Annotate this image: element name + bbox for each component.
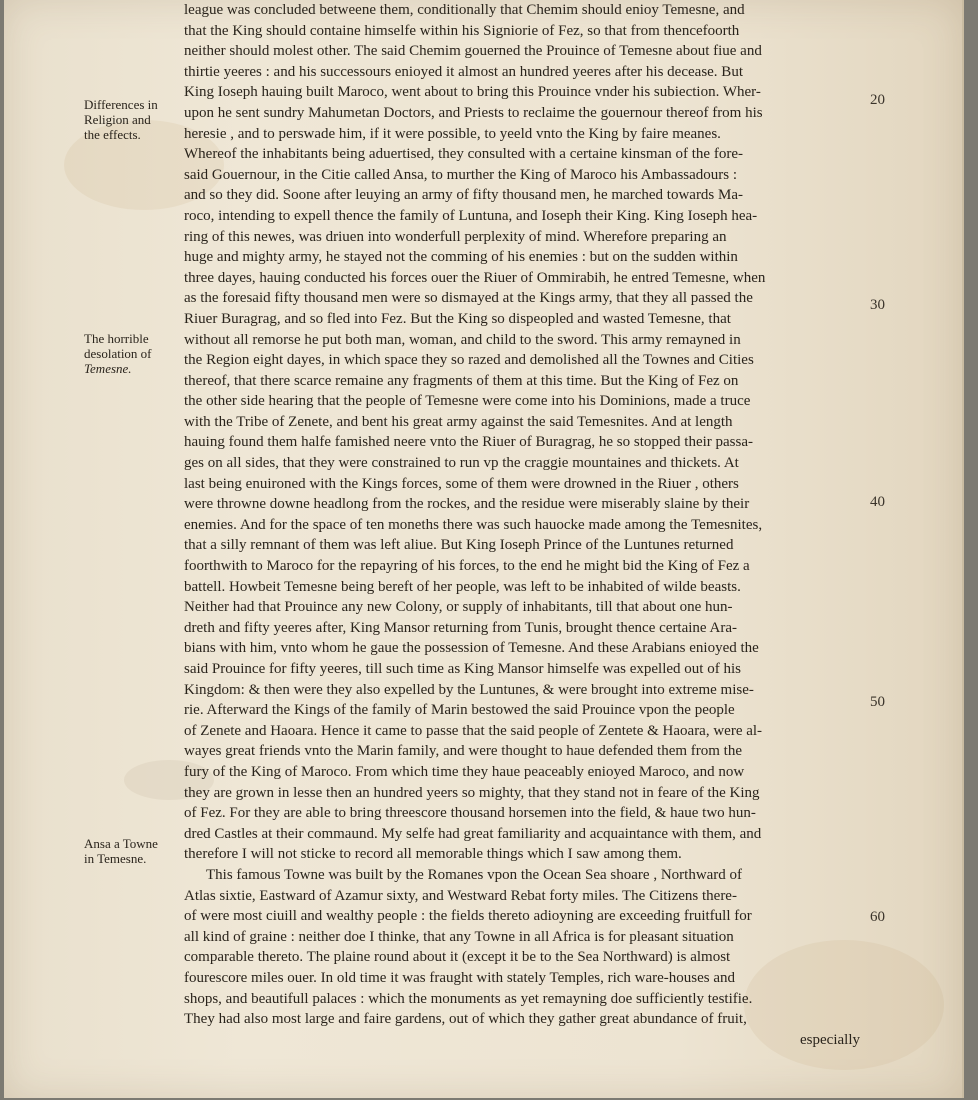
text-line: Riuer Buragrag, and so fled into Fez. But the King so dispeopled and wasted Temesne, that (184, 310, 731, 327)
text-line: huge and mighty army, he stayed not the comming of his enemies : but on the sudden within (184, 249, 738, 266)
text-line: they are grown in lesse then an hundred yeers so mighty, that they stand not in feare of the King (184, 784, 760, 801)
line-number: 60 (870, 909, 885, 925)
text-line: as the foresaid fifty thousand men were so dismayed at the Kings army, that they all passed the (184, 290, 753, 307)
text-line: hauing found them halfe famished neere vnto the Riuer of Buragrag, he so stopped their passa- (184, 434, 753, 451)
text-line: the other side hearing that the people of Temesne were come into his Dominions, made a truce (184, 393, 751, 410)
margin-note-line: Religion and (84, 112, 151, 127)
text-line: enemies. And for the space of ten moneths there was such hauocke made among the Temesnites, (184, 516, 763, 533)
text-line: were throwne downe headlong from the rockes, and the residue were miserably slaine by their (184, 496, 750, 513)
text-line: They had also most large and faire gardens, out of which they gather great abundance of fruit, (184, 1011, 747, 1028)
text-line: Neither had that Prouince any new Colony, or supply of inhabitants, till that about one hun- (184, 599, 733, 616)
text-line: thereof, that there scarce remaine any fragments of them at this time. But the King of Fez on (184, 372, 739, 389)
line-number: 40 (870, 494, 885, 510)
margin-note-line: desolation of (84, 346, 152, 361)
body-text (184, 0, 868, 1050)
text-line: dreth and fifty yeeres after, King Mansor returning from Tunis, brought thence certaine Ara- (184, 619, 737, 636)
text-line: therefore I will not sticke to record all memorable things which I saw among them. (184, 846, 682, 863)
margin-note-line: Differences in (84, 97, 158, 112)
text-line: upon he sent sundry Mahumetan Doctors, and Priests to reclaime the gouernour thereof from his (184, 104, 763, 121)
text-line: the Region eight dayes, in which space they so razed and demolished all the Townes and Cities (184, 352, 754, 369)
catchword: especially (800, 1031, 860, 1048)
text-line: Atlas sixtie, Eastward of Azamur sixty, and Westward Rebat forty miles. The Citizens there- (184, 887, 737, 904)
text-line: roco, intending to expell thence the family of Luntuna, and Ioseph their King. King Ioseph hea- (184, 207, 758, 224)
line-number: 30 (870, 297, 885, 313)
text-line: of were most ciuill and wealthy people : the fields thereto adioyning are exceeding fruitfull for (184, 908, 752, 925)
text-line: league was concluded betweene them, conditionally that Chemim should enioy Temesne, and (184, 2, 745, 18)
text-line: bians with him, vnto whom he gaue the possession of Temesne. And these Arabians enioyed the (184, 640, 759, 657)
text-line: battell. Howbeit Temesne being bereft of her people, was left to be inhabited of wilde beasts. (184, 578, 741, 595)
text-line: rie. Afterward the Kings of the family of Marin bestowed the said Prouince vpon the people (184, 702, 735, 719)
text-line: comparable thereto. The plaine round about it (except it be to the Sea Northward) is almost (184, 949, 731, 966)
margin-note-line: in Temesne. (84, 851, 147, 866)
line-number: 20 (870, 92, 885, 108)
text-line: three dayes, hauing conducted his forces ouer the Riuer of Ommirabih, he entred Temesne, when (184, 269, 766, 286)
text-line: ring of this newes, was driuen into wonderfull perplexity of mind. Wherefore preparing an (184, 228, 727, 245)
margin-note-line: The horrible (84, 331, 149, 346)
margin-note-line: Ansa a Towne (84, 836, 158, 851)
text-line: heresie , and to perswade him, if it were possible, to yeeld vnto the King by faire meanes. (184, 125, 721, 142)
margin-note-ansa (84, 836, 176, 866)
text-line: thirtie yeeres : and his successours enioyed it almost an hundred yeeres after his decease. But (184, 63, 743, 80)
text-line: King Ioseph hauing built Maroco, went about to bring this Prouince vnder his subiection. Wher- (184, 84, 761, 101)
text-line: that the King should containe himselfe within his Signiorie of Fez, so that from thencefoorth (184, 22, 740, 39)
text-line: fury of the King of Maroco. From which time they haue peaceably enioyed Maroco, and now (184, 763, 745, 780)
text-line: of Zenete and Haoara. Hence it came to passe that the said people of Zentete & Haoara, were al- (184, 722, 763, 739)
text-line: dred Castles at their commaund. My selfe had great familiarity and acquaintance with them, and (184, 825, 762, 842)
text-line: said Prouince for fifty yeeres, till such time as King Mansor himselfe was expelled out of his (184, 661, 741, 677)
text-line: fourescore miles ouer. In old time it was fraught with stately Temples, rich ware-houses and (184, 969, 736, 986)
text-line: shops, and beautifull palaces : which the monuments as yet remayning doe sufficiently testifie. (184, 990, 753, 1007)
text-line: all kind of graine : neither doe I thinke, that any Towne in all Africa is for pleasant situation (184, 928, 734, 945)
text-line: Kingdom: & then were they also expelled by the Luntunes, & were brought into extreme mise- (184, 681, 754, 698)
margin-note-desolation (84, 331, 176, 376)
text-line: with the Tribe of Zenete, and bent his great army against the said Temesnites. And at length (184, 413, 733, 430)
text-line: ges on all sides, that they were constrained to run vp the craggie mountaines and thickets. At (184, 455, 739, 472)
margin-note-differences (84, 97, 176, 142)
margin-note-line: Temesne. (84, 361, 132, 376)
text-line: This famous Towne was built by the Romanes vpon the Ocean Sea shoare , Northward of (206, 866, 743, 883)
text-line: without all remorse he put both man, woman, and child to the sword. This army remayned in (184, 331, 741, 348)
text-line: said Gouernour, in the Citie called Ansa, to murther the King of Maroco his Ambassadours : (184, 166, 738, 183)
text-line: that a silly remnant of them was left aliue. But King Ioseph Prince of the Luntunes returned (184, 537, 734, 554)
text-line: and so they did. Soone after leuying an army of fifty thousand men, he marched towards Ma- (184, 187, 744, 204)
text-line: of Fez. For they are able to bring threescore thousand horsemen into the field, & haue two hun- (184, 805, 756, 822)
text-line: foorthwith to Maroco for the repayring of his forces, to the end he might bid the King of Fez a (184, 558, 750, 575)
line-number: 50 (870, 694, 885, 710)
text-line: wayes great friends vnto the Marin family, and were thought to haue defended them from the (184, 743, 743, 760)
margin-note-line: the effects. (84, 127, 141, 142)
text-line: Whereof the inhabitants being aduertised, they consulted with a certaine kinsman of the fore- (184, 146, 743, 163)
text-line: neither should molest other. The said Chemim gouerned the Prouince of Temesne about fiue and (184, 43, 762, 60)
book-page (4, 0, 964, 1098)
text-line: last being enuironed with the Kings forces, some of them were drowned in the Riuer , others (184, 475, 739, 492)
